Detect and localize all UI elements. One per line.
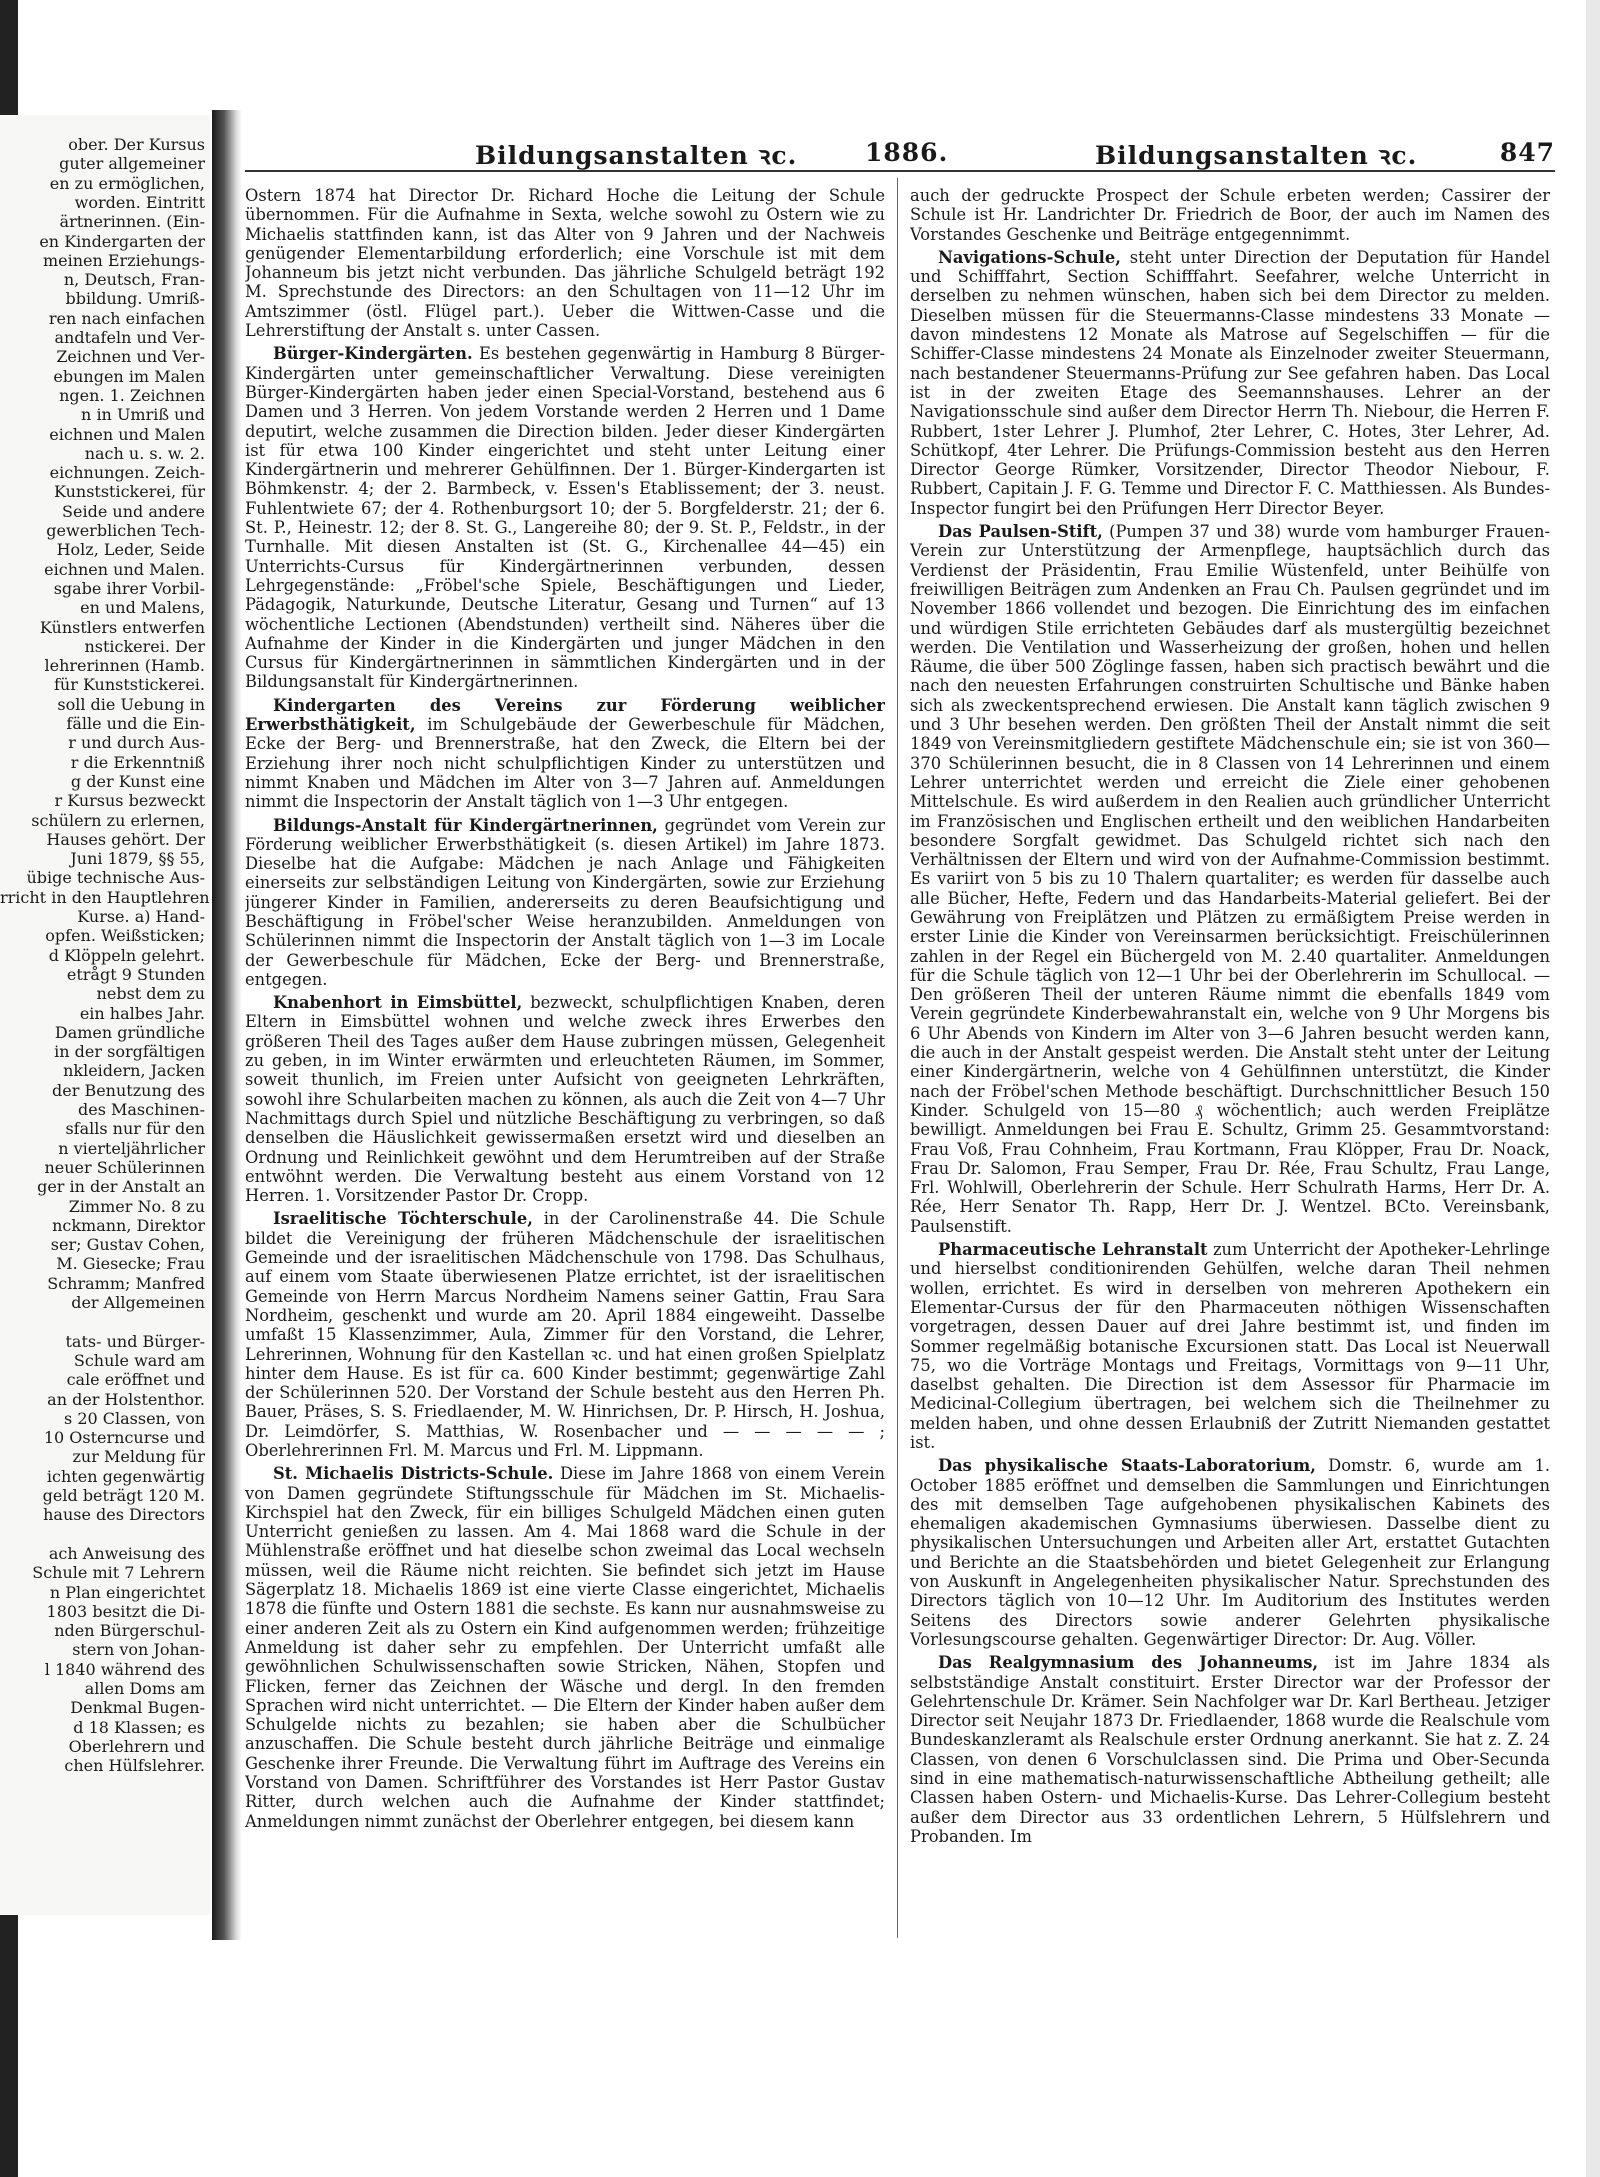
running-header — [245, 130, 1555, 170]
header-year: 1886. — [865, 138, 949, 167]
prev-page-line: opfen. Weißsticken; — [45, 926, 205, 946]
prev-page-line: übige technische Aus- — [26, 868, 205, 888]
prev-page-line: schülern zu erlernen, — [31, 810, 205, 830]
prev-page-line: ser; Gustav Cohen, — [50, 1235, 205, 1255]
prev-page-line: s 20 Classen, von — [64, 1408, 205, 1428]
page-number: 847 — [1499, 138, 1555, 167]
prev-page-line: Damen gründliche — [54, 1022, 205, 1042]
page — [245, 130, 1555, 1950]
prev-page-line: soll die Uebung in — [57, 694, 205, 714]
prev-page-line: sfalls nur für den — [65, 1119, 205, 1139]
prev-page-line: meinen Erziehungs- — [42, 250, 205, 270]
prev-page-line: nstickerei. Der — [84, 636, 205, 656]
prev-page-line: eichnen und Malen — [49, 424, 205, 444]
prev-page-line: Zeichnen und Ver- — [56, 347, 205, 367]
prev-page-line: stern von Johan- — [72, 1640, 205, 1660]
prev-page-line: chen Hülfslehrer. — [64, 1756, 205, 1776]
article-paragraph — [245, 993, 885, 1205]
prev-page-line: eichnen und Malen. — [44, 559, 205, 579]
prev-page-line: en Kindergarten der — [39, 231, 205, 251]
prev-page-line: Schule ward am — [73, 1350, 205, 1370]
article-text: Domstr. 6, wurde am 1. October 1885 eröffnet und demselben die Sammlungen und Einrichtungen des mit demselben Tage aufgehobenen physikalischen Kabinets des ehemaligen akademischen Gymnasiums überwiesen. Dasselbe dient zu physikalischen Untersuchungen und Arbeiten aller Art, erstattet Gutachten und Berichte an die Staatsbehörden und bietet Gelegenheit zur Erlangung von Auskunft in Angelegenheiten physikalischer Natur. Sprechstunden des Directors täglich von 10—12 Uhr. Im Auditorium des Institutes werden Seitens des Directors sowie anderer Gelehrten physikalische Vorlesungscourse gehalten. Gegenwärtiger Director: Dr. Aug. Völler. — [910, 1456, 1550, 1649]
article-text: Ostern 1874 hat Director Dr. Richard Hoche die Leitung der Schule übernommen. Für die Aufnahme in Sexta, welche sowohl zu Ostern wie zu Michaelis stattfinden kann, ist das Alter von 9 Jahren und der Nachweis genügender Elementarbildung erforderlich; eine Vorschule ist mit dem Johanneum bis jetzt nicht verbunden. Das jährliche Schulgeld beträgt 192 M. Sprechstunde des Directors: an den Schultagen von 11—12 Uhr im Amtszimmer (östl. Flügel part.). Ueber die Wittwen-Casse und die Lehrerstiftung der Anstalt s. unter Cassen. — [245, 186, 885, 341]
prev-page-line: nden Bürgerschul- — [54, 1621, 205, 1641]
prev-page-line: nebst dem zu — [96, 984, 205, 1004]
article-text: steht unter Direction der Deputation für Handel und Schifffahrt, Section Schifffahrt. Seefahrer, welche Unterricht in derselben zu nehmen wünschen, haben sich bei dem Director zu melden. Dieselben müssen für die Steuermanns-Classe mindestens 33 Monate — davon mindestens 12 Monate als Matrose auf Segelschiffen — für die Schiffer-Classe mindestens 24 Monate als Einzelnoder zweiter Steuermann, nach bestandener Steuermanns-Prüfung zur See gefahren haben. Das Local ist in der zweiten Etage des Seemannshauses. Lehrer an der Navigationsschule sind außer dem Director Herrn Th. Niebour, die Herren F. Rubbert, 1ster Lehrer J. Plumhof, 2ter Lehrer, C. Hotes, 3ter Lehrer, Ad. Schütkopf, 4ter Lehrer. Die Prüfungs-Commission besteht aus den Herren Director George Rümker, Vorsitzender, Director Theodor Niebour, F. Rubbert, Capitain J. F. G. Temme und Director F. C. Matthiessen. Als Bundes-Inspector fungirt bei den Prüfungen Herr Director Beyer. — [910, 247, 1550, 518]
scan-edge-right — [1586, 0, 1600, 2177]
prev-page-line: n in Umriß und — [81, 405, 205, 425]
prev-page-line: d 18 Klassen; es — [73, 1717, 205, 1737]
prev-page-line: ngen. 1. Zeichnen — [59, 385, 205, 405]
prev-page-line: fälle und die Ein- — [66, 714, 205, 733]
prev-page-line: ein halbes Jahr. — [79, 1003, 205, 1023]
prev-page-line: g der Kunst eine — [70, 771, 205, 791]
article-text: Es bestehen gegenwärtig in Hamburg 8 Bürger-Kindergärten unter gemeinschaftlicher Verwaltung. Diese vereinigten Bürger-Kindergärten haben jeder einen Special-Vorstand, bestehend aus 6 Damen und 3 Herren. Von jedem Vorstande werden 2 Herren und 1 Dame deputirt, welche zusammen die Direction bilden. Jeder dieser Kindergärten ist für etwa 100 Kinder eingerichtet und steht unter Leitung einer Kindergärtnerin und mehrerer Gehülfinnen. Der 1. Bürger-Kindergarten ist Böhmkenstr. 4; der 2. Barmbeck, v. Essen's Etablissement; der 3. neust. Fuhlentwiete 67; der 4. Rothenburgsort 10; der 5. Borgfelderstr. 21; der 6. St. P., Heinestr. 12; der 8. St. G., Langereihe 80; der 9. St. P., Feldstr., in der Turnhalle. Mit diesen Anstalten ist (St. G., Kirchenallee 44—45) ein Unterrichts-Cursus für Kindergärtnerinnen verbunden, dessen Lehrgegenstände: „Fröbel'sche Spiele, Beschäftigungen und Lieder, Pädagogik, Naturkunde, Deutsche Literatur, Gesang und Turnen“ auf 13 wöchentliche Lectionen (Abendstunden) vertheilt sind. Näheres über die Aufnahme der Kinder in die Kindergärten und junger Mädchen in den Cursus für Kindergärtnerinnen in sämmtlichen Kindergärten und in der Bildungsanstalt für Kindergärtnerinnen. — [245, 344, 885, 692]
article-paragraph — [245, 696, 885, 812]
prev-page-line: Künstlers entwerfen — [39, 617, 205, 637]
prev-page-line: Oberlehrern und — [68, 1736, 205, 1756]
prev-page-line: en und Malens, — [80, 598, 205, 618]
article-heading: Israelitische Töchterschule, — [273, 1209, 533, 1229]
article-text: in der Carolinenstraße 44. Die Schule bildet die Vereinigung der früheren Mädchenschule der israelitischen Gemeinde und der israelitischen Mädchenschule von 1798. Das Schulhaus, auf einem vom Staate überwiesenen Platze errichtet, ist der israelitischen Gemeinde von Herrn Marcus Nordheim Namens seiner Gattin, Frau Sara Nordheim, geschenkt und wurde am 20. April 1884 eingeweiht. Dasselbe umfaßt 15 Klassenzimmer, Aula, Zimmer für den Vorstand, die Lehrer, Lehrerinnen, Wohnung für den Kastellan ꝛc. und hat einen großen Spielplatz hinter dem Hause. Es ist für ca. 600 Kinder bestimmt; gegenwärtige Zahl der Schülerinnen 520. Der Vorstand der Schule besteht aus den Herren Ph. Bauer, Präses, S. S. Friedlaender, M. W. Hinrichsen, Dr. P. Hirsch, H. Joshua, Dr. Leimdörfer, S. Matthias, W. Rosenbacher und — — — — — ; Oberlehrerinnen Frl. M. Marcus und Frl. M. Lippmann. — [245, 1209, 885, 1460]
article-heading: Knabenhort in Eimsbüttel, — [273, 993, 523, 1013]
previous-page-fragment — [0, 115, 210, 1915]
prev-page-line: n Plan eingerichtet — [49, 1582, 205, 1602]
prev-page-line: ach Anweisung des — [48, 1543, 205, 1563]
prev-page-line: rricht in den Hauptlehren — [0, 887, 210, 907]
article-heading: St. Michaelis Districts-Schule. — [273, 1464, 554, 1484]
article-text: Diese im Jahre 1868 von einem Verein von Damen gegründete Stiftungsschule für Mädchen im St. Michaelis-Kirchspiel hat den Zweck, für ein billiges Schulgeld Mädchen einen guten Unterricht genießen zu lassen. Am 4. Mai 1868 ward die Schule in der Mühlenstraße eröffnet und hat dieselbe schon zweimal das Local wechseln müssen, weil die Räume nicht reichten. Sie befindet sich jetzt im Hause Sägerplatz 18. Michaelis 1869 ist eine vierte Classe eingerichtet, Michaelis 1878 die fünfte und Ostern 1881 die sechste. Es kann nur ausnahmsweise zu einer anderen Zeit als zu Ostern ein Kind aufgenommen werden; frühzeitige Anmeldung ist daher sehr zu empfehlen. Der Unterricht umfaßt alle gewöhnlichen Schulwissenschaften sowie Stricken, Nähen, Stopfen und Flicken, ferner das Zeichnen der Wäsche und dergl. In den fremden Sprachen wird nicht unterrichtet. — Die Eltern der Kinder haben außer dem Schulgelde nichts zu bezahlen; sie haben aber die Schulbücher anzuschaffen. Die Schule besteht durch jährliche Beiträge und einmalige Geschenke ihrer Freunde. Die Verwaltung führt im Auftrage des Vereins ein Vorstand von Damen. Schriftführer des Vorstandes ist Herr Pastor Gustav Ritter, durch welchen auch die Aufnahme der Kinder stattfindet; Anmeldungen nimmt zunächst der Oberlehrer entgegen, bei diesem kann — [245, 1464, 885, 1831]
prev-page-line: gewerblichen Tech- — [46, 521, 205, 540]
article-paragraph — [910, 1240, 1550, 1452]
prev-page-line: tats- und Bürger- — [65, 1331, 205, 1351]
prev-page-line: etrågt 9 Stunden — [66, 964, 205, 984]
article-heading: Pharmaceutische Lehranstalt — [938, 1240, 1208, 1260]
prev-page-line: r die Erkenntniß — [70, 752, 205, 772]
header-rule — [245, 170, 1555, 172]
article-paragraph — [245, 816, 885, 990]
article-heading: Kindergarten des Vereins zur Förderung weiblicher Erwerbsthätigkeit, — [245, 695, 885, 735]
prev-page-line: cale eröffnet und — [66, 1370, 205, 1390]
prev-page-line: l 1840 während des — [44, 1659, 205, 1679]
prev-page-line: M. Giesecke; Frau — [56, 1254, 205, 1274]
article-text: im Schulgebäude der Gewerbeschule für Mädchen, Ecke der Berg- und Brennerstraße, hat den Zweck, die Eltern bei der Erziehung ihrer noch nicht schulpflichtigen Kinder zu unterstützen und nimmt Knaben und Mädchen im Alter von 3—7 Jahren auf. Anmeldungen nimmt die Inspectorin der Anstalt täglich von 1—3 Uhr entgegen. — [245, 715, 885, 812]
prev-page-line: guter allgemeiner — [59, 154, 205, 174]
article-heading: Navigations-Schule, — [938, 247, 1121, 267]
article-paragraph — [910, 1653, 1550, 1846]
prev-page-line: nkleidern, Jacken — [63, 1061, 205, 1081]
prev-page-line: 1803 besitzt die Di- — [46, 1601, 205, 1621]
prev-page-line: geld beträgt 120 M. — [42, 1486, 205, 1505]
right-column — [910, 186, 1550, 1946]
prev-page-line: Schramm; Manfred — [47, 1273, 205, 1293]
prev-page-line: en zu ermöglichen, — [49, 173, 205, 193]
article-paragraph — [910, 248, 1550, 518]
prev-page-line: r Kursus bezweckt — [54, 791, 205, 811]
article-text: ist im Jahre 1834 als selbstständige Anstalt constituirt. Erster Director war der Professor der Gelehrtenschule Dr. Krämer. Sein Nachfolger war Dr. Karl Bertheau. Jetziger Director seit Neujahr 1873 Dr. Friedlaender, 1868 wurde die Realschule vom Bundeskanzleramt als Realschule erster Ordnung anerkannt. Sie hat z. Z. 24 Classen, von denen 6 Vorschulclassen sind. Die Prima und Ober-Secunda sind in eine mathematisch-naturwissenschaftliche Abtheilung getheilt; alle Classen haben Ostern- und Michaelis-Kurse. Das Lehrer-Collegium besteht außer dem Director aus 33 ordentlichen Lehrern, 5 Hülfslehrern und Probanden. Im — [910, 1653, 1550, 1846]
prev-page-line: Hauses gehört. Der — [46, 829, 205, 849]
prev-page-line: worden. Eintritt — [74, 192, 205, 212]
prev-page-line: an der Holstenthor. — [47, 1389, 205, 1409]
prev-page-line: nach u. s. w. 2. — [84, 443, 205, 463]
prev-page-line: ichten gegenwärtig — [46, 1466, 205, 1486]
prev-page-line: sgabe ihrer Vorbil- — [53, 578, 205, 598]
prev-page-line: Zimmer No. 8 zu — [68, 1196, 205, 1216]
header-right-title: Bildungsanstalten ꝛc. — [1095, 141, 1418, 170]
prev-page-line: Schule mit 7 Lehrern — [32, 1563, 205, 1583]
article-text: (Pumpen 37 und 38) wurde vom hamburger Frauen-Verein zur Unterstützung der Armenpflege, hauptsächlich durch das Verdienst der Präsidentin, Frau Emilie Wüstenfeld, unter Beihülfe von freiwilligen Beiträgen zum Andenken an Frau Ch. Paulsen gegründet und im November 1866 vollendet und bezogen. Die Einrichtung des im einfachen und würdigen Stile errichteten Gebäudes darf als mustergültig bezeichnet werden. Die Ventilation und Wasserheizung der großen, hohen und hellen Räume, die über 500 Zöglinge fassen, haben sich practisch bewährt und die nach den neuesten Erfahrungen construirten Schultische und Bänke haben sich als zweckentsprechend erwiesen. Die Anstalt kann täglich zwischen 9 und 3 Uhr besehen werden. Den größten Theil der Anstalt nimmt die seit 1849 von Vereinsmitgliedern gestiftete Mädchenschule ein; sie ist von 360—370 Schülerinnen besucht, die in 8 Classen von 14 Lehrerinnen und einem Lehrer unterrichtet werden und erreicht die Ziele einer gehobenen Mittelschule. Es wird außerdem in den Realien auch gründlicher Unterricht im Französischen und Englischen ertheilt und den weiblichen Handarbeiten besondere Sorgfalt gewidmet. Das Schulgeld richtet sich nach den Verhältnissen der Eltern und wird von der Aufnahme-Commission bestimmt. Es variirt von 5 bis zu 10 Thalern quartaliter; es werden für dasselbe auch alle Bücher, Hefte, Federn und das Handarbeits-Material geliefert. Bei der Gewährung von Freiplätzen und Plätzen zu ermäßigtem Preise werden in erster Linie die Kinder von Vereinsarmen berücksichtigt. Freischülerinnen zahlen in der Regel ein Büchergeld von M. 2.40 quartaliter. Anmeldungen für die Schule täglich von 12—1 Uhr bei der Oberlehrerin im Schullocal. — Den größeren Theil der unteren Räume nimmt die ebenfalls 1849 vom Verein gegründete Kinderbewahranstalt ein, welche von 9 Uhr Morgens bis 6 Uhr Abends von Kindern im Alter von 3—6 Jahren besucht werden kann, die auch in der Anstalt gespeist werden. Die Anstalt steht unter der Leitung einer Kindergärtnerin, welche von 4 Gehülfinnen unterstützt, die Kinder nach der Fröbel'schen Methode beschäftigt. Durchschnittlicher Besuch 150 Kinder. Schulgeld von 15—80 ₰ wöchentlich; auch werden Freiplätze bewilligt. Anmeldungen bei Frau E. Schultz, Grimm 25. Gesammtvorstand: Frau Voß, Frau Cohnheim, Frau Kortmann, Frau Klöpper, Frau Dr. Noack, Frau Dr. Salomon, Frau Semper, Frau Dr. Rée, Frau Schultz, Frau Lange, Frl. Wohlwill, Oberlehrerin der Schule. Herr Schulrath Harms, Herr Dr. A. Rée, Herr Senator Th. Rapp, Herr Dr. J. Wentzel. BCto. Vereinsbank, Paulsenstift. — [910, 522, 1550, 1236]
prev-page-line: für Kunststickerei. — [53, 675, 205, 695]
prev-page-line: d Klöppeln gelehrt. — [48, 945, 205, 965]
prev-page-line: n vierteljährlicher — [58, 1138, 205, 1158]
prev-page-line: andtafeln und Ver- — [54, 328, 205, 347]
prev-page-line: eichnungen. Zeich- — [49, 463, 205, 483]
article-paragraph — [910, 1456, 1550, 1649]
article-paragraph — [910, 522, 1550, 1236]
article-paragraph — [245, 1464, 885, 1831]
prev-page-line: n, Deutsch, Fran- — [63, 270, 205, 290]
prev-page-line: r und durch Aus- — [68, 733, 205, 753]
column-divider — [897, 178, 898, 1938]
prev-page-line: in der sorgfältigen — [54, 1042, 205, 1062]
prev-page-line: Seide und andere — [62, 501, 205, 521]
article-paragraph — [245, 1209, 885, 1460]
prev-page-line: ärtnerinnen. (Ein- — [59, 212, 205, 232]
left-column — [245, 186, 885, 1946]
prev-page-line: ober. Der Kursus — [68, 135, 205, 154]
article-text: bezweckt, schulpflichtigen Knaben, deren Eltern in Eimsbüttel wohnen und welche zweck ihres Erwerbes den größeren Theil des Tages außer dem Hause zubringen müssen, Gelegenheit zu geben, in im Winter erwärmten und erleuchteten Räumen, im Sommer, soweit thunlich, im Freien unter Aufsicht von geeigneten Lehrkräften, sowohl ihre Schularbeiten machen zu können, als auch die Zeit von 4—7 Uhr Nachmittags durch Spiel und nützliche Beschäftigung zu verbringen, so daß denselben die Häuslichkeit gewissermaßen ersetzt wird und dieselben an Ordnung und Reinlichkeit gewöhnt und dem Herumtreiben auf der Straße entwöhnt werden. Die Verwaltung besteht aus einem Vorstand von 12 Herren. 1. Vorsitzender Pastor Dr. Cropp. — [245, 993, 885, 1206]
book-gutter — [212, 110, 242, 1940]
header-left-title: Bildungsanstalten ꝛc. — [475, 141, 798, 170]
prev-page-line: der Benutzung des — [52, 1080, 205, 1100]
article-heading: Das Realgymnasium des Johanneums, — [938, 1653, 1319, 1673]
prev-page-line: der Allgemeinen — [71, 1293, 205, 1312]
prev-page-line: zur Meldung für — [72, 1447, 205, 1467]
prev-page-line: hause des Directors — [43, 1505, 205, 1525]
prev-page-line: des Maschinen- — [77, 1100, 205, 1119]
prev-page-line: Juni 1879, §§ 55, — [70, 849, 205, 869]
prev-page-line: ren nach einfachen — [48, 308, 205, 328]
prev-page-line: Holz, Leder, Seide — [56, 540, 205, 560]
article-paragraph — [245, 344, 885, 691]
article-heading: Bürger-Kindergärten. — [273, 344, 473, 364]
prev-page-line: allen Doms am — [84, 1679, 205, 1698]
article-paragraph — [910, 186, 1550, 244]
prev-page-line: Denkmal Bugen- — [70, 1698, 205, 1718]
prev-page-line: ger in der Anstalt an — [37, 1177, 205, 1197]
prev-page-line: 10 Osterncurse und — [43, 1428, 205, 1448]
article-text: zum Unterricht der Apotheker-Lehrlinge und hierselbst conditionirenden Gehülfen, welche daran Theil nehmen wollen, errichtet. Es wird in derselben von mehreren Apothekern ein Elementar-Cursus der für den Pharmaceuten nöthigen Wissenschaften vorgetragen, dessen Dauer auf drei Jahre bestimmt ist, und finden im Sommer regelmäßig botanische Excursionen statt. Das Local ist Neuerwall 75, wo die Vorträge Montags und Freitags, Vormittags von 9—11 Uhr, daselbst gehalten. Die Direction ist dem Assessor für Pharmacie im Medicinal-Collegium übertragen, bei welchem sich die Theilnehmer zu melden haben, und ohne dessen Erlaubniß der Zutritt Niemanden gestattet ist. — [910, 1240, 1550, 1452]
prev-page-line: Kunststickerei, für — [53, 482, 205, 502]
prev-page-line: lehrerinnen (Hamb. — [44, 656, 205, 676]
prev-page-line: Kurse. a) Hand- — [77, 907, 205, 926]
article-paragraph — [245, 186, 885, 340]
article-heading: Das physikalische Staats-Laboratorium, — [938, 1456, 1316, 1476]
prev-page-line: nckmann, Direktor — [52, 1215, 205, 1235]
article-text: auch der gedruckte Prospect der Schule erbeten werden; Cassirer der Schule ist Hr. Landrichter Dr. Friedrich de Boor, der auch im Namen des Vorstandes Geschenke und Beiträge entgegennimmt. — [910, 186, 1550, 244]
prev-page-line: neuer Schülerinnen — [44, 1157, 205, 1177]
prev-page-line: ebungen im Malen — [53, 366, 205, 386]
article-text: gegründet vom Verein zur Förderung weiblicher Erwerbsthätigkeit (s. diesen Artikel) im Jahre 1873. Dieselbe hat die Aufgabe: Mädchen je nach Anlage und Fähigkeiten einerseits zur selbständigen Leitung von Kindergärten, sowie zur Erziehung jüngerer Kinder in Familien, andererseits zu deren Beaufsichtigung und Beschäftigung in Fröbel'scher Weise heranzubilden. Anmeldungen von Schülerinnen nimmt die Inspectorin der Anstalt täglich von 1—3 im Locale der Gewerbeschule für Mädchen, Ecke der Berg- und Brennerstraße, entgegen. — [245, 815, 885, 989]
article-heading: Das Paulsen-Stift, — [938, 522, 1103, 542]
prev-page-line: bbildung. Umriß- — [65, 289, 205, 309]
article-heading: Bildungs-Anstalt für Kindergärtnerinnen, — [273, 815, 658, 835]
